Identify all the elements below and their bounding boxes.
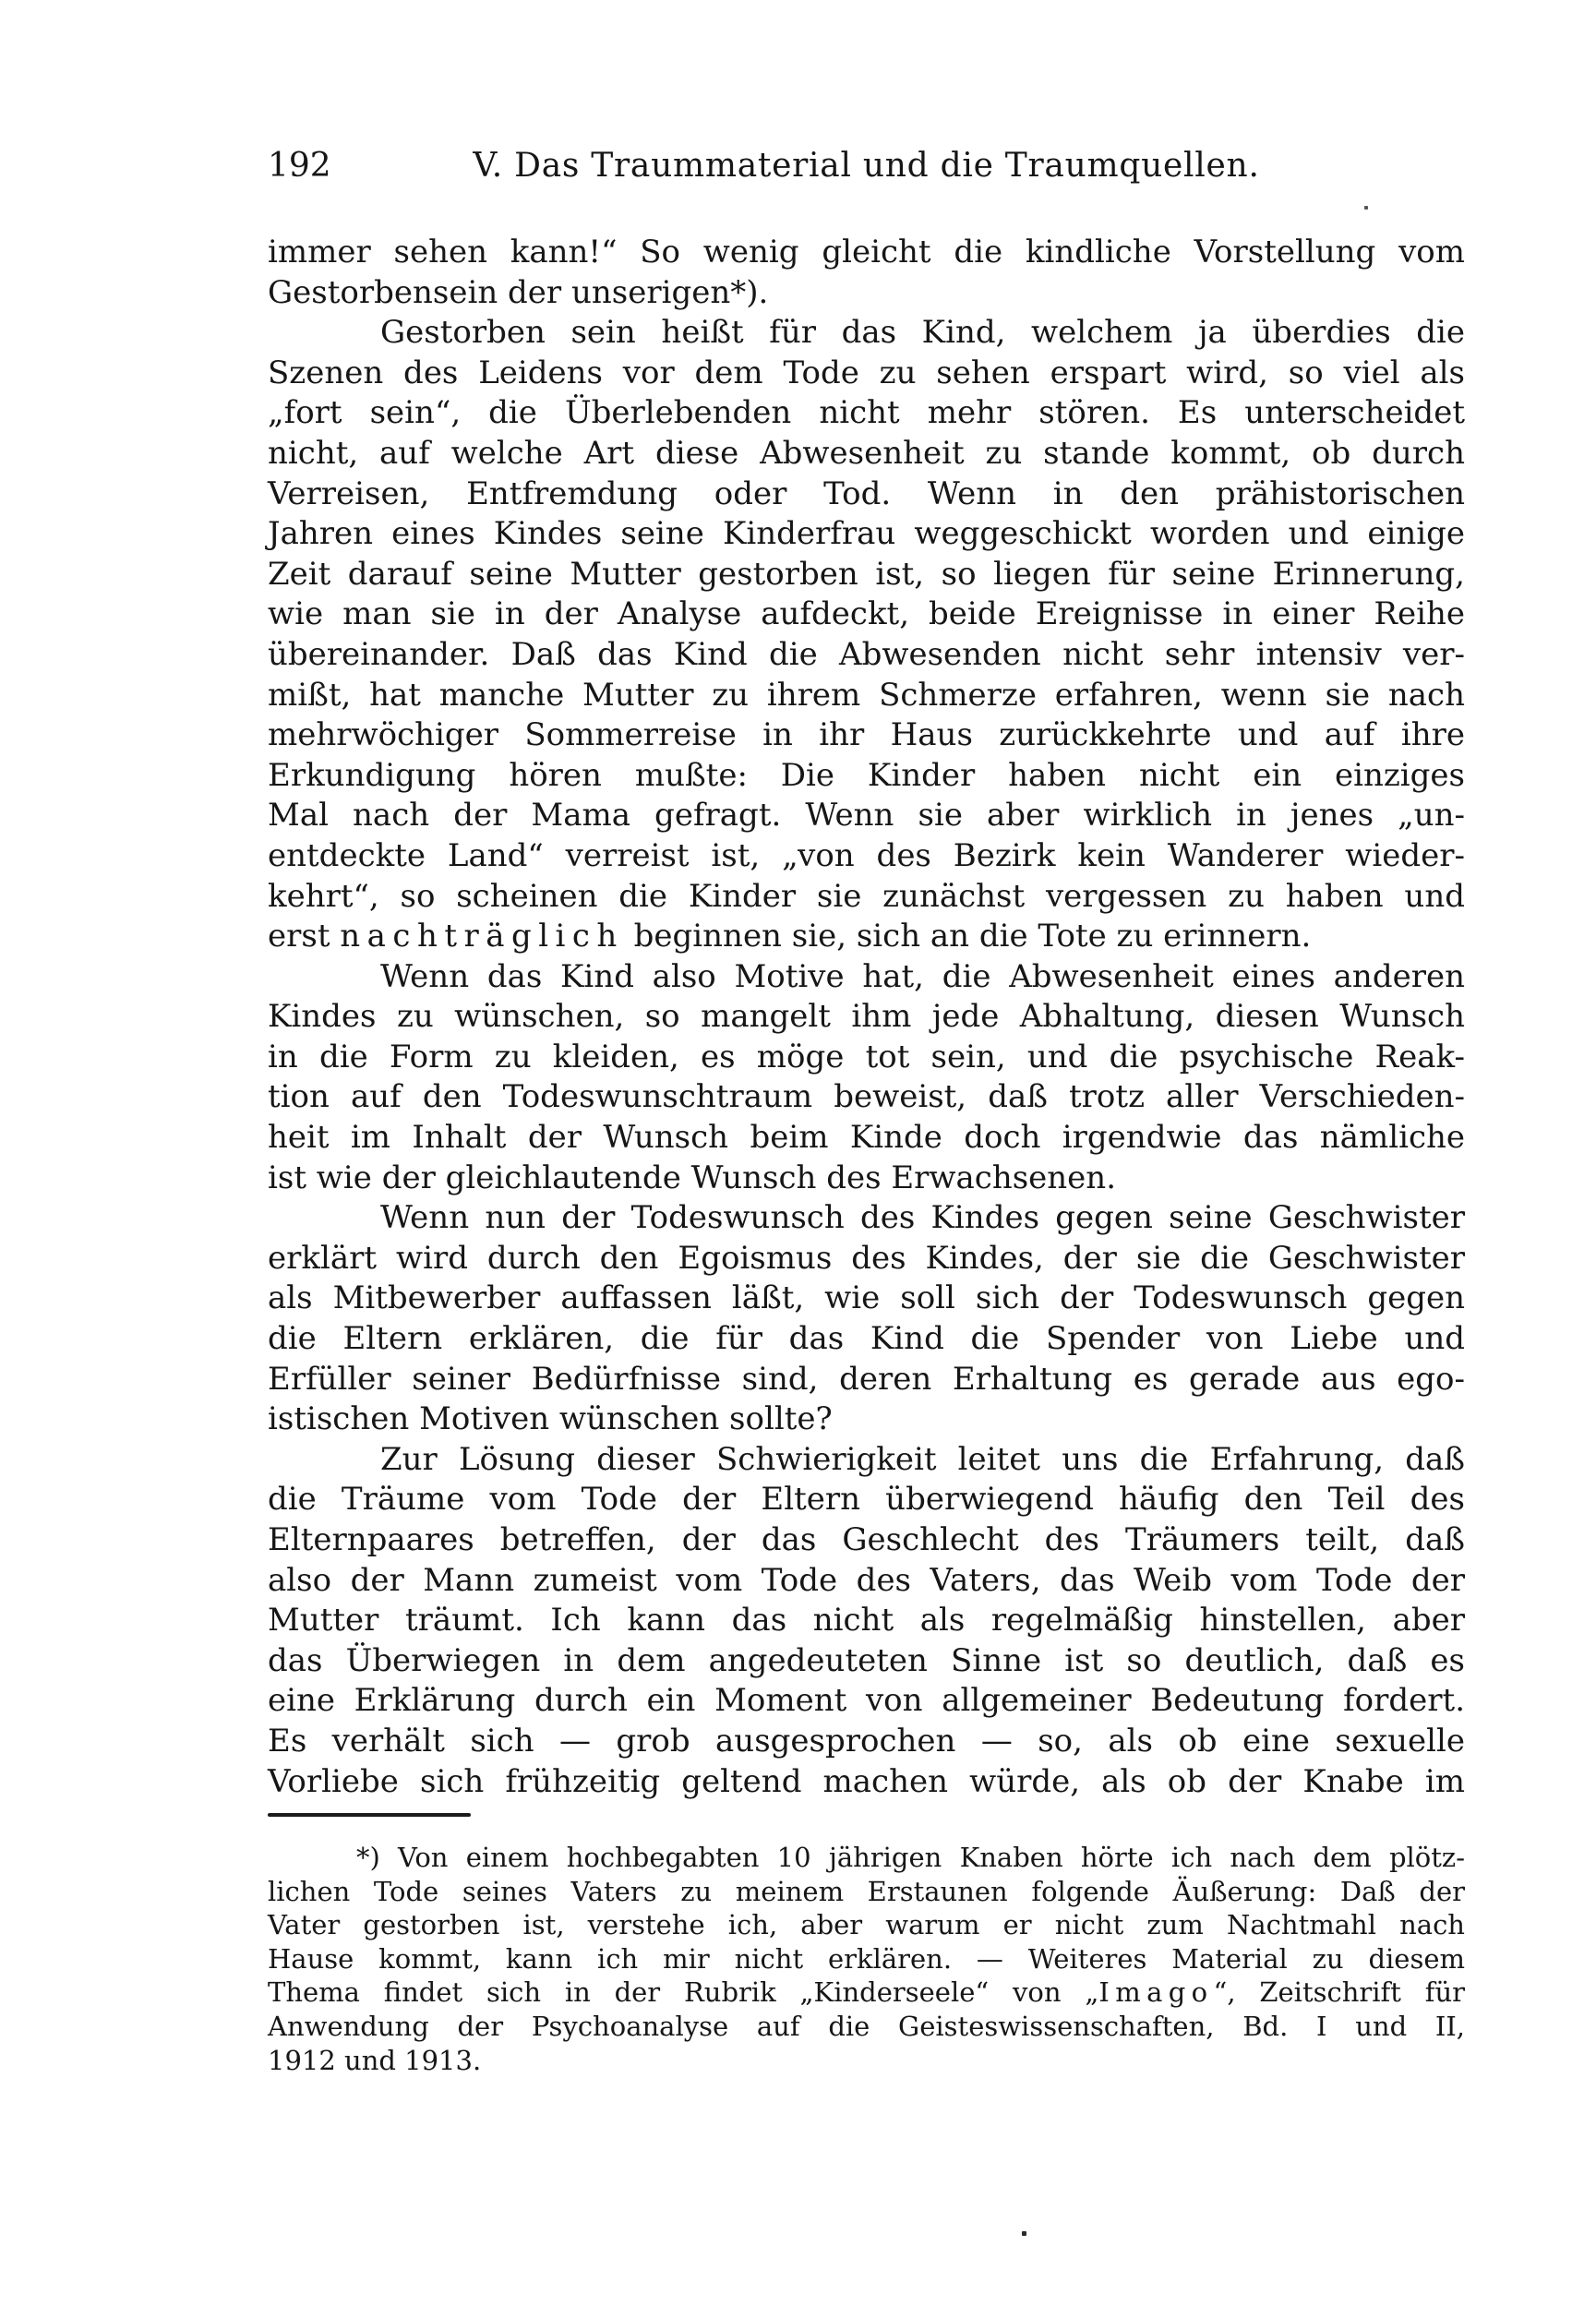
text-line — [268, 635, 1465, 676]
text-line — [268, 1875, 1465, 1909]
text-segment: heit im Inhalt der Wunsch beim Kinde doch irgendwie das nämliche — [268, 1119, 1465, 1157]
text-segment: entdeckte Land“ verreist ist, „von des Bezirk kein Wanderer wieder- — [268, 836, 1465, 874]
text-segment: Mutter träumt. Ich kann das nicht als regelmäßig hinstellen, aber — [268, 1602, 1465, 1639]
text-segment: also der Mann zumeist vom Tode des Vaters, das Weib vom Tode der — [268, 1561, 1465, 1599]
text-line — [268, 354, 1465, 394]
text-segment: Erfüller seiner Bedürfnisse sind, deren Erhaltung es gerade aus ego- — [268, 1360, 1465, 1398]
text-segment: Zeit darauf seine Mutter gestorben ist, so liegen für seine Erinnerung, — [268, 555, 1465, 593]
text-line — [268, 1239, 1465, 1279]
text-line — [268, 273, 1465, 314]
text-segment: Szenen des Leidens vor dem Tode zu sehen erspart wird, so viel als — [268, 354, 1465, 391]
text-segment: Verreisen, Entfremdung oder Tod. Wenn in den prähistorischen — [268, 474, 1465, 512]
text-segment: Es verhält sich — grob ausgesprochen — so, als ob eine sexuelle — [268, 1722, 1465, 1760]
text-line — [268, 1942, 1465, 1976]
text-segment: lichen Tode seines Vaters zu meinem Erstaunen folgende Äußerung: Daß der — [268, 1875, 1465, 1907]
text-line — [268, 1762, 1465, 1803]
text-segment: erst — [268, 918, 341, 955]
text-segment: Elternpaares betreffen, der das Geschlecht des Träumers teilt, daß — [268, 1521, 1465, 1558]
text-line — [268, 957, 1465, 998]
text-line — [268, 1976, 1465, 2010]
text-segment: beginnen sie, sich an die Tote zu erinnern. — [623, 918, 1312, 955]
text-segment: wie man sie in der Analyse aufdeckt, beide Ereignisse in einer Reihe — [268, 595, 1465, 633]
text-segment: Erkundigung hören mußte: Die Kinder haben nicht ein einziges — [268, 756, 1465, 794]
text-segment: Gestorben sein heißt für das Kind, welchem ja überdies die — [380, 314, 1465, 352]
text-line — [268, 1198, 1465, 1239]
text-line — [268, 1908, 1465, 1942]
text-segment: Hause kommt, kann ich mir nicht erklären. — Weiteres Material zu diesem — [268, 1942, 1465, 1975]
text-segment: Vorliebe sich frühzeitig geltend machen würde, als ob der Knabe im — [268, 1762, 1465, 1800]
text-line — [268, 715, 1465, 756]
text-segment: ist wie der gleichlautende Wunsch des Erwachsenen. — [268, 1159, 1117, 1196]
text-segment: immer sehen kann!“ So wenig gleicht die kindliche Vorstellung vom — [268, 234, 1465, 270]
text-line — [268, 474, 1465, 515]
text-line — [268, 1118, 1465, 1159]
text-segment: „fort sein“, die Überlebenden nicht mehr stören. Es unterscheidet — [268, 394, 1465, 432]
text-line — [268, 434, 1465, 474]
text-segment: nicht, auf welche Art diese Abwesenheit zu stande kommt, ob durch — [268, 434, 1465, 472]
text-line — [268, 555, 1465, 595]
chapter-running-title: V. Das Traummaterial und die Traumquellen. — [473, 147, 1260, 185]
text-line — [268, 1480, 1465, 1520]
text-line — [268, 1159, 1465, 1199]
text-segment: als Mitbewerber auffassen läßt, wie soll sich der Todeswunsch gegen — [268, 1279, 1465, 1317]
text-segment: Thema findet sich in der Rubrik „Kinderseele“ von „ — [268, 1976, 1099, 2009]
text-segment: 1912 und 1913. — [268, 2044, 482, 2076]
text-segment: Kindes zu wünschen, so mangelt ihm jede Abhaltung, diesen Wunsch — [268, 998, 1465, 1036]
text-line — [268, 1319, 1465, 1360]
text-line — [268, 2044, 1465, 2078]
text-segment: Jahren eines Kindes seine Kinderfrau weggeschickt worden und einige — [268, 515, 1465, 553]
text-segment: “, Zeitschrift für — [1213, 1976, 1465, 2009]
text-segment: das Überwiegen in dem angedeuteten Sinne ist so deutlich, daß es — [268, 1641, 1465, 1679]
text-segment: istischen Motiven wünschen sollte? — [268, 1400, 833, 1438]
text-line — [268, 1841, 1465, 1875]
footnote-separator — [268, 1813, 471, 1817]
text-segment: mehrwöchiger Sommerreise in ihr Haus zurückkehrte und auf ihre — [268, 716, 1465, 754]
text-line — [268, 313, 1465, 354]
text-line — [268, 676, 1465, 716]
text-segment: Anwendung der Psychoanalyse auf die Geisteswissenschaften, Bd. I und II, — [268, 2010, 1465, 2042]
text-line — [268, 997, 1465, 1038]
text-line — [268, 877, 1465, 918]
text-segment: mißt, hat manche Mutter zu ihrem Schmerze erfahren, wenn sie nach — [268, 676, 1465, 714]
text-line — [268, 1360, 1465, 1400]
text-segment: Zur Lösung dieser Schwierigkeit leitet uns die Erfahrung, daß — [380, 1440, 1465, 1478]
text-segment: Wenn nun der Todeswunsch des Kindes gegen seine Geschwister — [380, 1199, 1465, 1237]
text-segment: in die Form zu kleiden, es möge tot sein, und die psychische Reak- — [268, 1038, 1465, 1075]
spaced-emphasis-text: Imago — [1098, 1976, 1214, 2009]
text-line — [268, 2010, 1465, 2044]
text-line — [268, 1440, 1465, 1481]
text-line — [268, 1722, 1465, 1762]
page-number: 192 — [268, 147, 331, 185]
text-line — [268, 1681, 1465, 1722]
text-segment: *) Von einem hochbegabten 10 jährigen Knaben hörte ich nach dem plötz- — [356, 1842, 1465, 1873]
text-line — [268, 1399, 1465, 1440]
text-segment: eine Erklärung durch ein Moment von allgemeiner Bedeutung fordert. — [268, 1682, 1465, 1720]
text-segment: die Träume vom Tode der Eltern überwiegend häufig den Teil des — [268, 1481, 1465, 1519]
text-segment: kehrt“, so scheinen die Kinder sie zunächst vergessen zu haben und — [268, 877, 1465, 915]
text-segment: übereinander. Daß das Kind die Abwesenden nicht sehr intensiv ver- — [268, 635, 1465, 673]
text-segment: Mal nach der Mama gefragt. Wenn sie aber wirklich in jenes „un- — [268, 797, 1465, 835]
scan-speck — [1364, 206, 1368, 210]
text-segment: die Eltern erklären, die für das Kind die Spender von Liebe und — [268, 1320, 1465, 1358]
text-line — [268, 514, 1465, 555]
text-line — [268, 1520, 1465, 1561]
text-line — [268, 1077, 1465, 1118]
text-segment: tion auf den Todeswunschtraum beweist, daß trotz aller Verschieden- — [268, 1078, 1465, 1116]
text-line — [268, 1038, 1465, 1078]
text-line — [268, 1641, 1465, 1682]
text-line — [268, 393, 1465, 434]
text-line — [268, 233, 1465, 273]
body-text — [268, 233, 1465, 1802]
text-segment: Vater gestorben ist, verstehe ich, aber warum er nicht zum Nachtmahl nach — [268, 1909, 1465, 1941]
running-head — [268, 146, 1465, 188]
spaced-emphasis-text: nachträglich — [340, 918, 624, 955]
text-line — [268, 836, 1465, 877]
text-line — [268, 796, 1465, 836]
text-line — [268, 1601, 1465, 1641]
footnote-text — [268, 1841, 1465, 2077]
text-segment: Wenn das Kind also Motive hat, die Abwesenheit eines anderen — [380, 957, 1465, 995]
text-line — [268, 595, 1465, 635]
text-line — [268, 756, 1465, 797]
scan-speck — [1022, 2231, 1026, 2236]
text-line — [268, 1561, 1465, 1602]
text-segment: Gestorbensein der unserigen*). — [268, 273, 769, 311]
text-line — [268, 917, 1465, 957]
text-segment: erklärt wird durch den Egoismus des Kindes, der sie die Geschwister — [268, 1239, 1465, 1277]
text-line — [268, 1279, 1465, 1319]
